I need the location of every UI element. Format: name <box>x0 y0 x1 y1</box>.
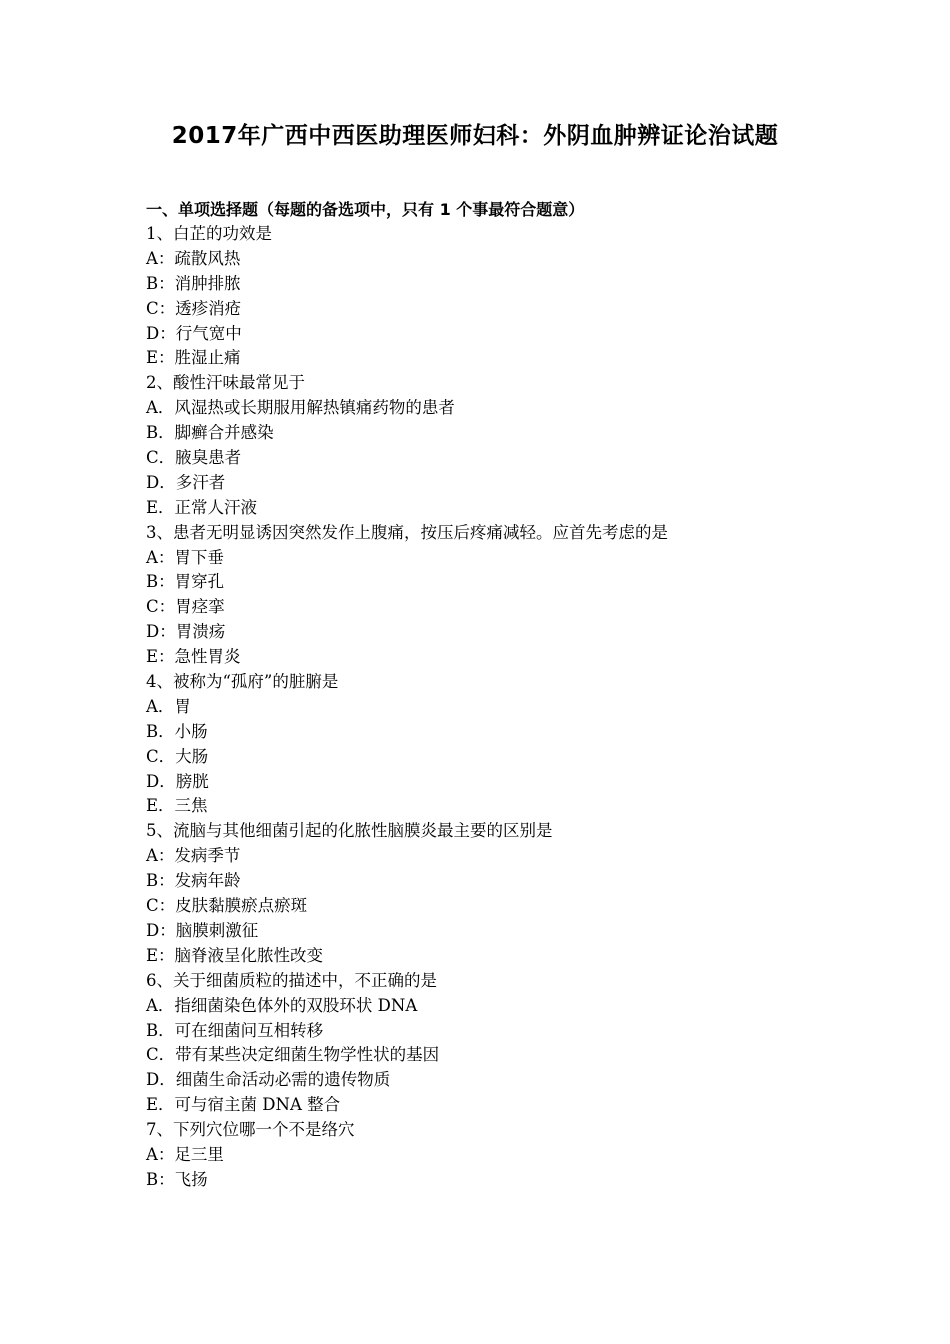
question-7-option-b: B：飞扬 <box>146 1169 208 1189</box>
section-heading: 一、单项选择题（每题的备选项中，只有 1 个事最符合题意） <box>146 200 585 219</box>
question-1-option-a: A：疏散风热 <box>146 248 241 268</box>
question-4-stem: 4、被称为“孤府”的脏腑是 <box>146 672 339 692</box>
question-3-option-e: E：急性胃炎 <box>146 647 241 667</box>
question-2-option-c: C．腋臭患者 <box>146 448 242 468</box>
question-4-option-e: E．三焦 <box>146 796 208 816</box>
question-3-option-c: C：胃痉挛 <box>146 597 225 617</box>
question-6-option-e: E．可与宿主菌 DNA 整合 <box>146 1095 341 1115</box>
question-7-option-a: A：足三里 <box>146 1144 224 1164</box>
question-1-option-e: E：胜湿止痛 <box>146 348 241 368</box>
question-5-option-c: C：皮肤黏膜瘀点瘀斑 <box>146 896 308 916</box>
question-5-stem: 5、流脑与其他细菌引起的化脓性脑膜炎最主要的区别是 <box>146 821 553 841</box>
question-1-option-d: D：行气宽中 <box>146 323 242 343</box>
question-2-stem: 2、酸性汗味最常见于 <box>146 373 305 393</box>
question-4-option-a: A．胃 <box>146 696 191 716</box>
question-5-option-e: E：脑脊液呈化脓性改变 <box>146 945 324 965</box>
question-1-option-b: B：消肿排脓 <box>146 273 241 293</box>
question-list <box>146 222 846 1193</box>
question-3-stem: 3、患者无明显诱因突然发作上腹痛，按压后疼痛减轻。应首先考虑的是 <box>146 522 668 542</box>
question-1-option-c: C：透疹消疮 <box>146 298 242 318</box>
document-title: 2017年广西中西医助理医师妇科：外阴血肿辨证论治试题 <box>171 123 779 149</box>
question-5-option-d: D：脑膜刺激征 <box>146 920 259 940</box>
question-4-option-c: C．大肠 <box>146 746 209 766</box>
question-5-option-a: A：发病季节 <box>146 846 241 866</box>
question-6-option-b: B．可在细菌问互相转移 <box>146 1020 324 1040</box>
question-2-option-b: B．脚癣合并感染 <box>146 423 274 443</box>
question-4-option-b: B．小肠 <box>146 721 208 741</box>
question-6-option-c: C．带有某些决定细菌生物学性状的基因 <box>146 1045 440 1065</box>
question-1-stem: 1、白芷的功效是 <box>146 224 272 243</box>
question-6-option-a: A．指细菌染色体外的双股环状 DNA <box>146 995 418 1015</box>
question-6-option-d: D．细菌生命活动必需的遗传物质 <box>146 1070 391 1090</box>
question-3-option-b: B：胃穿孔 <box>146 572 225 592</box>
question-2-option-e: E．正常人汗液 <box>146 497 258 517</box>
question-4-option-d: D．膀胱 <box>146 771 209 791</box>
question-2-option-a: A．风湿热或长期服用解热镇痛药物的患者 <box>146 398 455 418</box>
question-3-option-d: D：胃溃疡 <box>146 622 226 642</box>
question-2-option-d: D．多汗者 <box>146 472 226 492</box>
question-5-option-b: B：发病年龄 <box>146 871 241 891</box>
question-7-stem: 7、下列穴位哪一个不是络穴 <box>146 1120 355 1140</box>
question-3-option-a: A：胃下垂 <box>146 547 224 567</box>
question-6-stem: 6、关于细菌质粒的描述中，不正确的是 <box>146 970 437 990</box>
